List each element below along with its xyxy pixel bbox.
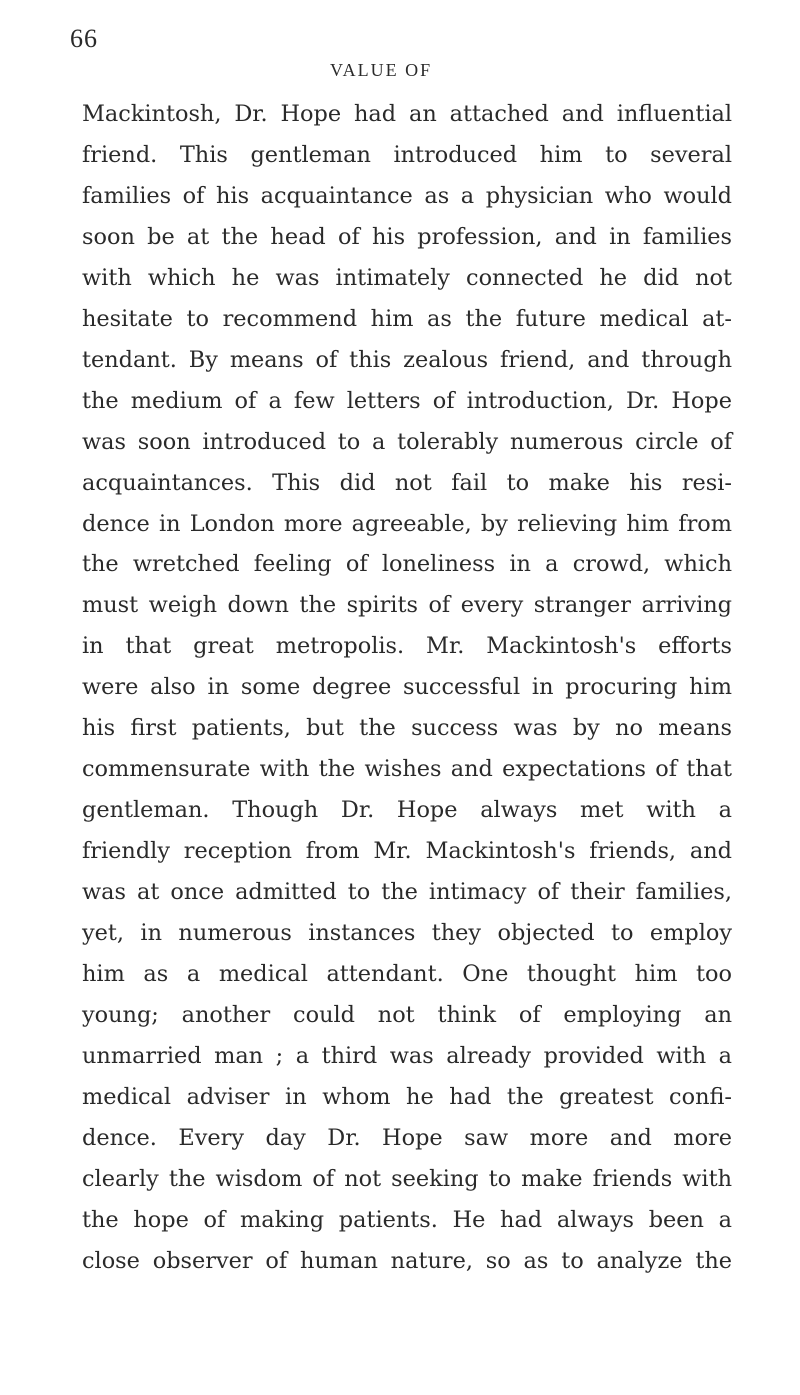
text-line: was at once admitted to the intimacy of their families, <box>82 879 732 906</box>
text-line: gentleman. Though Dr. Hope always met with a <box>82 797 732 824</box>
text-line: close observer of human nature, so as to analyze the <box>82 1247 732 1274</box>
text-line: the wretched feeling of loneliness in a crowd, which <box>82 551 732 578</box>
text-line: dence. Every day Dr. Hope saw more and more <box>82 1124 732 1151</box>
text-line: soon be at the head of his profession, and in families <box>82 223 732 250</box>
text-line: him as a medical attendant. One thought him too <box>82 961 732 988</box>
text-line: unmarried man ; a third was already provided with a <box>82 1042 732 1069</box>
body-text <box>82 94 732 1282</box>
text-line: in that great metropolis. Mr. Mackintosh's efforts <box>82 633 732 660</box>
text-line: Mackintosh, Dr. Hope had an attached and influential <box>82 101 732 127</box>
text-line: dence in London more agreeable, by relieving him from <box>82 510 732 537</box>
text-line: young; another could not think of employing an <box>82 1001 732 1028</box>
text-line: the hope of making patients. He had always been a <box>82 1206 732 1233</box>
text-line: medical adviser in whom he had the greatest confi- <box>82 1083 732 1110</box>
text-line: were also in some degree successful in procuring him <box>82 674 732 701</box>
text-line: must weigh down the spirits of every stranger arriving <box>82 592 732 619</box>
text-line: acquaintances. This did not fail to make his resi- <box>82 469 732 496</box>
page-number: 66 <box>70 24 98 53</box>
text-line: commensurate with the wishes and expectations of that <box>82 756 732 783</box>
text-line: with which he was intimately connected he did not <box>82 264 732 291</box>
text-line: friend. This gentleman introduced him to several <box>82 141 732 168</box>
text-line: friendly reception from Mr. Mackintosh's friends, and <box>82 838 732 865</box>
text-line: his first patients, but the success was by no means <box>82 715 732 742</box>
text-line: clearly the wisdom of not seeking to make friends with <box>82 1165 732 1192</box>
text-line: was soon introduced to a tolerably numerous circle of <box>82 428 732 455</box>
text-line: the medium of a few letters of introduction, Dr. Hope <box>82 387 732 414</box>
text-line: tendant. By means of this zealous friend, and through <box>82 346 732 373</box>
running-head: VALUE OF <box>330 60 433 80</box>
text-line: hesitate to recommend him as the future medical at- <box>82 305 732 332</box>
text-line: yet, in numerous instances they objected to employ <box>82 920 732 947</box>
text-line: families of his acquaintance as a physician who would <box>82 182 732 209</box>
